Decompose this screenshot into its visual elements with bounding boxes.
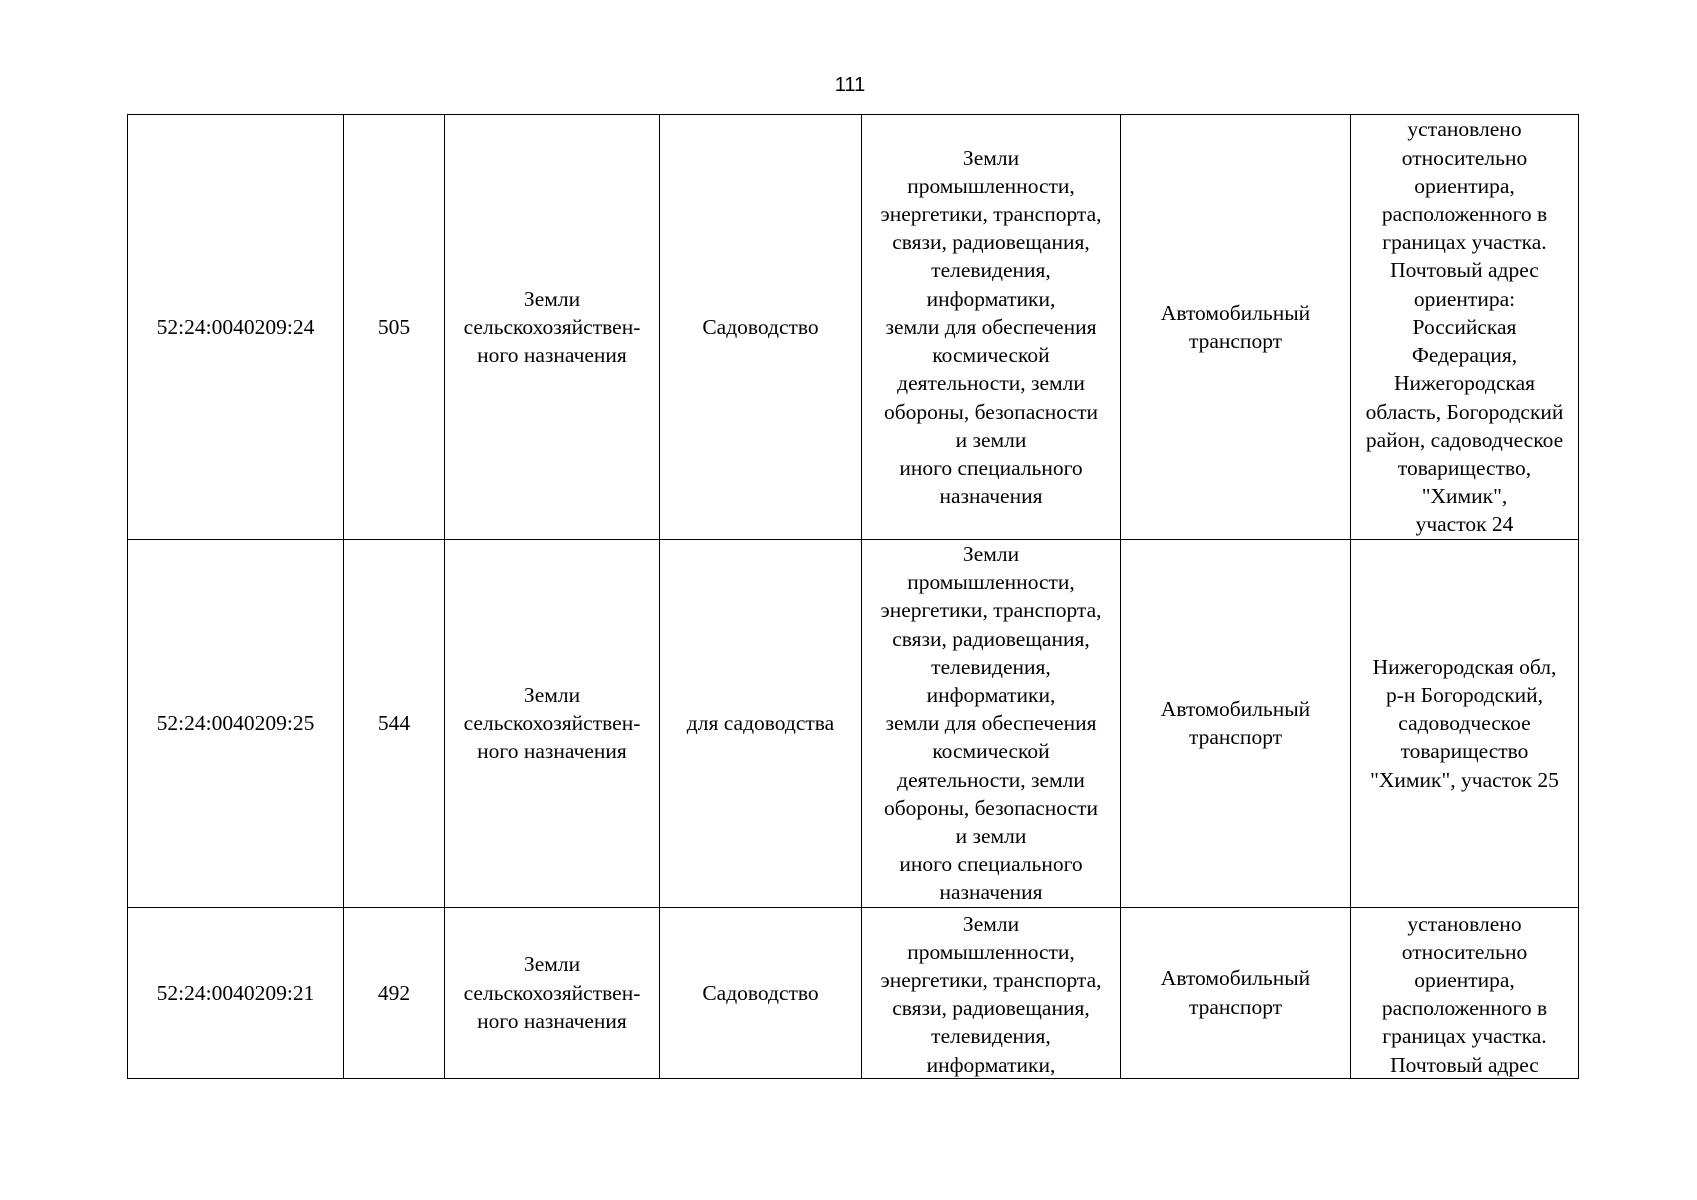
- transport-cell: Автомобильный транспорт: [1121, 907, 1351, 1078]
- land-category-cell: Земли сельскохозяйствен- ного назначения: [445, 907, 660, 1078]
- table-row: [128, 907, 1579, 1078]
- adjacent-category-cell: Земли промышленности, энергетики, транспорта, связи, радиовещания, телевидения, информатики, земли для обеспечения космической деятельности, земли обороны, безопасности и земли иного специального назначения: [862, 540, 1121, 908]
- permitted-use-cell: Садоводство: [660, 907, 862, 1078]
- transport-cell: Автомобильный транспорт: [1121, 540, 1351, 908]
- cadastral-number-cell: 52:24:0040209:21: [128, 907, 344, 1078]
- table-row: [128, 540, 1579, 908]
- area-cell: 544: [344, 540, 445, 908]
- adjacent-category-cell: Земли промышленности, энергетики, транспорта, связи, радиовещания, телевидения, информатики, земли для обеспечения космической деятельности, земли обороны, безопасности и земли иного специального назначения: [862, 115, 1121, 540]
- transport-cell: Автомобильный транспорт: [1121, 115, 1351, 540]
- address-cell: установлено относительно ориентира, расположенного в границах участка. Почтовый адрес: [1351, 907, 1579, 1078]
- page-number: 111: [834, 74, 866, 96]
- table-row: [128, 115, 1579, 540]
- permitted-use-cell: для садоводства: [660, 540, 862, 908]
- area-cell: 505: [344, 115, 445, 540]
- area-cell: 492: [344, 907, 445, 1078]
- land-category-cell: Земли сельскохозяйствен- ного назначения: [445, 115, 660, 540]
- land-plots-table: [127, 114, 1579, 1079]
- address-cell: установлено относительно ориентира, расположенного в границах участка. Почтовый адрес ориентира: Российская Федерация, Нижегородская область, Богородский район, садоводческое товарищество, "Химик", участок 24: [1351, 115, 1579, 540]
- cadastral-number-cell: 52:24:0040209:24: [128, 115, 344, 540]
- cadastral-number-cell: 52:24:0040209:25: [128, 540, 344, 908]
- adjacent-category-cell: Земли промышленности, энергетики, транспорта, связи, радиовещания, телевидения, информатики,: [862, 907, 1121, 1078]
- permitted-use-cell: Садоводство: [660, 115, 862, 540]
- address-cell: Нижегородская обл, р-н Богородский, садоводческое товарищество "Химик", участок 25: [1351, 540, 1579, 908]
- land-category-cell: Земли сельскохозяйствен- ного назначения: [445, 540, 660, 908]
